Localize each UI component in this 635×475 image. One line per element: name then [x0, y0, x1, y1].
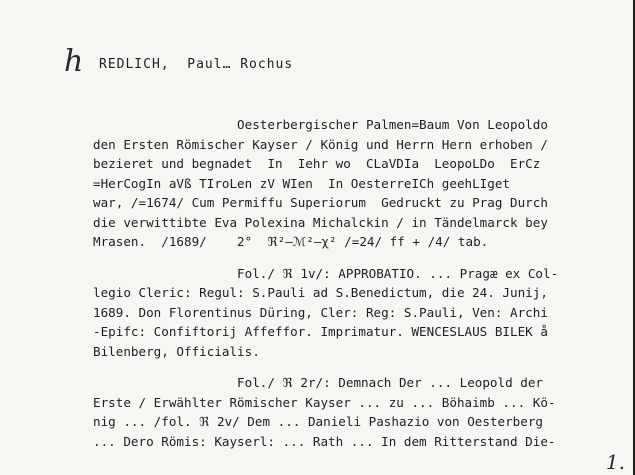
text-line: Fol./ ℜ 1v/: APPROBATIO. ... Pragæ ex Col- — [93, 265, 559, 281]
text-line: ... Dero Römis: Kayserl: ... Rath ... In dem Ritterstand Die- — [93, 433, 556, 449]
text-line: Oesterbergischer Palmen=Baum Von Leopoldo — [93, 117, 548, 132]
text-line: Bilenberg, Officialis. — [93, 343, 260, 359]
paragraph-approbatio — [93, 264, 613, 362]
text-line: Erste / Erwählter Römischer Kayser ... zu ... Böhaimb ... Kö- — [93, 394, 556, 410]
text-line: Fol./ ℜ 2r/: Demnach Der ... Leopold der — [93, 375, 544, 390]
text-line: den Ersten Römischer Kayser / König und Herrn Hern erhoben / — [93, 136, 548, 152]
text-line: nig ... /fol. ℜ 2v/ Dem ... Danieli Pashazio von Oesterberg — [93, 414, 544, 429]
card-header: REDLICH, Paul… Rochus — [99, 57, 294, 72]
text-line: die verwittibte Eva Polexina Michalckin / in Tändelmarck bey — [93, 214, 548, 230]
text-line: =HerCogIn aVß TIroLen zV WIen In OesterreICh geehLIget — [93, 175, 511, 191]
text-line: bezieret und begnadet In Iehr wo CLaVDIa LeopoLDo ErCz — [93, 156, 541, 171]
paragraph-title — [93, 115, 613, 252]
card-body — [93, 115, 613, 451]
text-line: war, /=1674/ Cum Permiffu Superiorum Gedruckt zu Prag Durch — [93, 195, 548, 210]
text-line: -Epifc: Confiftorij Affeffor. Imprimatur. WENCESLAUS BILEK å — [93, 324, 548, 339]
handwritten-index-letter: h — [64, 44, 84, 79]
text-line: 1689. Don Florentinus Düring, Cler: Reg: S.Pauli, Ven: Archi — [93, 304, 548, 320]
text-line: Mrasen. /1689/ 2° ℜ²–ℳ²–χ² /=24/ ff + /4/ tab. — [93, 234, 489, 249]
handwritten-card-number: 1. — [605, 450, 625, 474]
text-line: legio Cleric: Regul: S.Pauli ad S.Benedictum, die 24. Junij, — [93, 285, 548, 300]
paragraph-privilege — [93, 373, 613, 451]
